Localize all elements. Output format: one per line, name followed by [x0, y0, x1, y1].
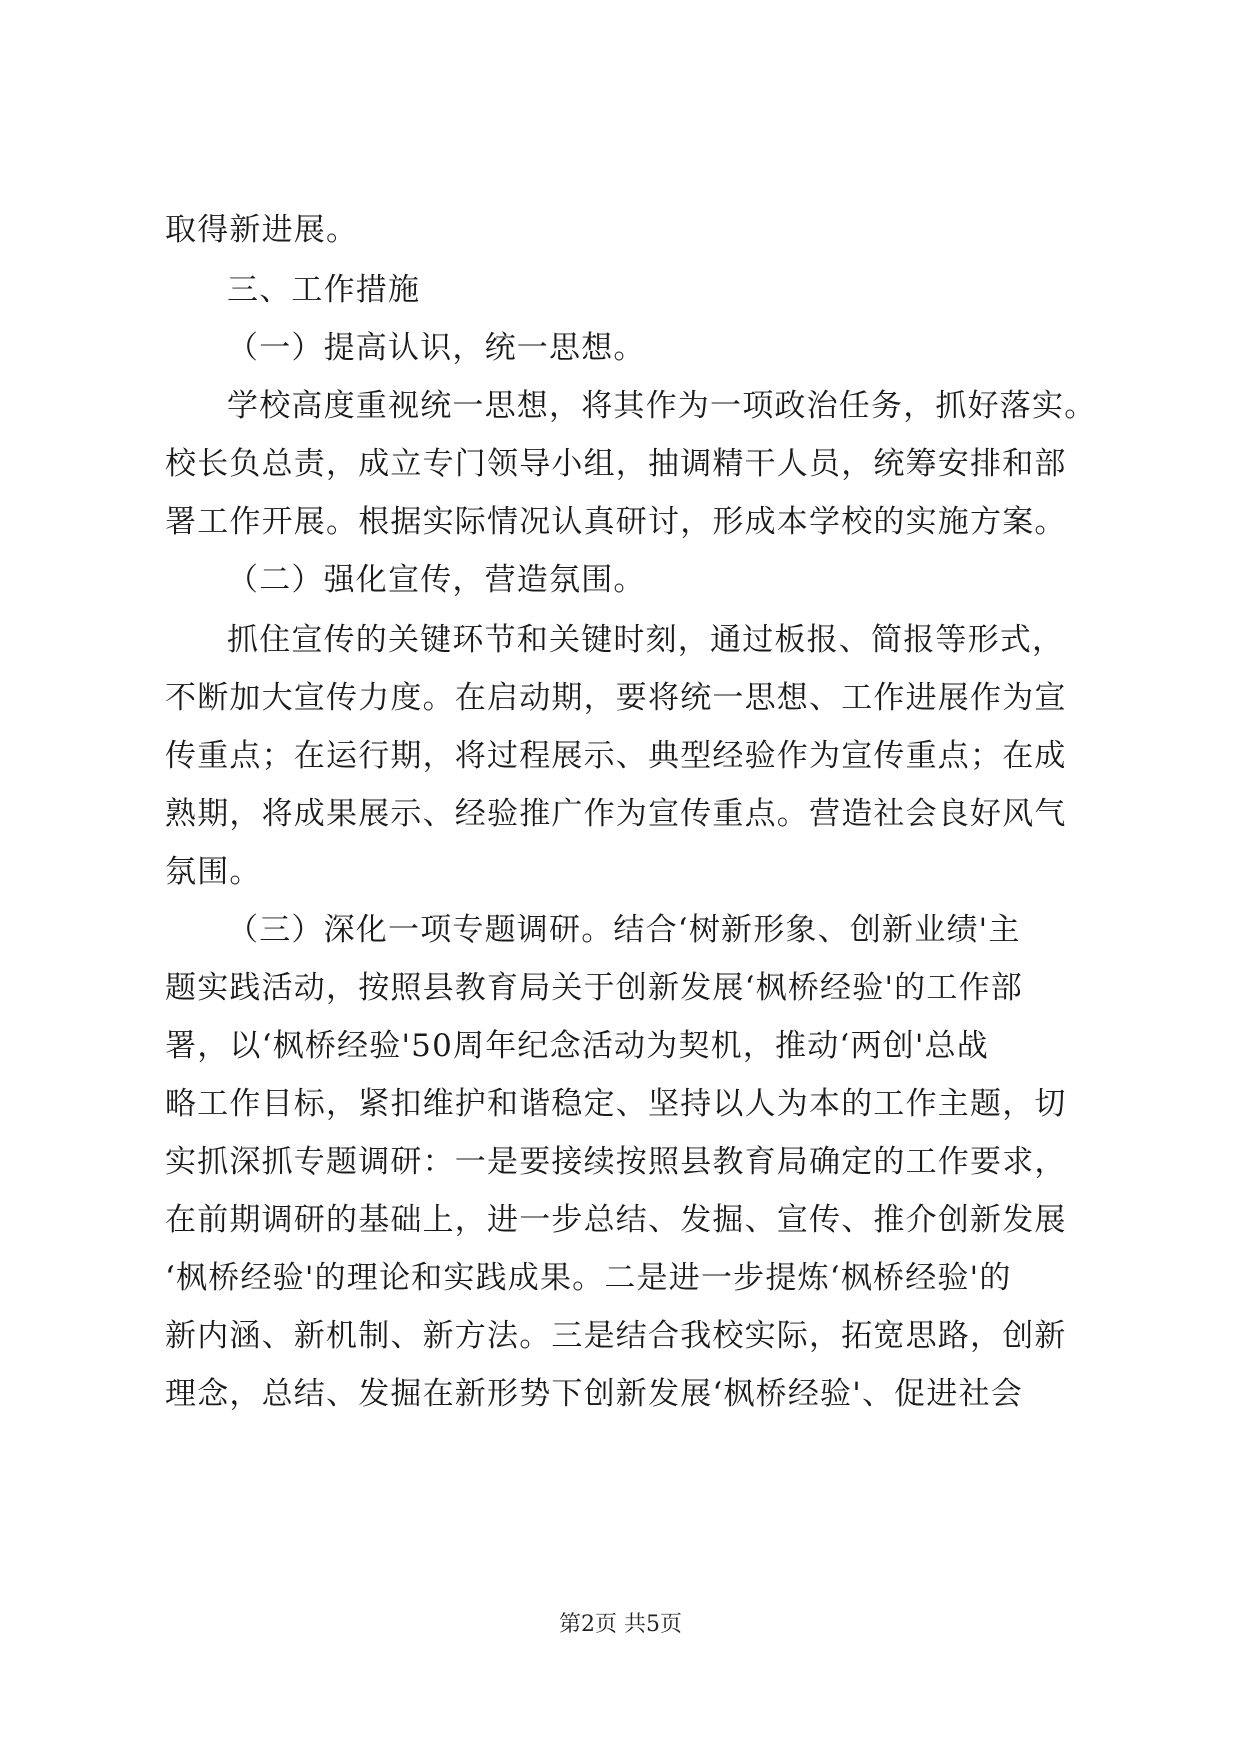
paragraph-2-line-2: 不断加大宣传力度。在启动期，要将统一思想、工作进展作为宣: [165, 680, 1067, 716]
subheading-1: （一）提高认识，统一思想。: [227, 330, 646, 366]
paragraph-3-line-5: 实抓深抓专题调研：一是要接续按照县教育局确定的工作要求，: [165, 1144, 1067, 1180]
paragraph-1-line-3: 署工作开展。根据实际情况认真研讨，形成本学校的实施方案。: [165, 504, 1067, 540]
paragraph-3-line-8: 新内涵、新机制、新方法。三是结合我校实际，拓宽思路，创新: [165, 1318, 1067, 1354]
subheading-2: （二）强化宣传，营造氛围。: [227, 562, 646, 598]
paragraph-3-line-4: 略工作目标，紧扣维护和谐稳定、坚持以人为本的工作主题，切: [165, 1086, 1067, 1122]
paragraph-3-line-2: 题实践活动，按照县教育局关于创新发展‘枫桥经验'的工作部: [165, 970, 1023, 1006]
paragraph-2-line-1: 抓住宣传的关键环节和关键时刻，通过板报、简报等形式，: [227, 622, 1065, 658]
paragraph-3-line-6: 在前期调研的基础上，进一步总结、发掘、宣传、推介创新发展: [165, 1202, 1067, 1238]
paragraph-1-line-1: 学校高度重视统一思想，将其作为一项政治任务，抓好落实。: [227, 388, 1097, 424]
paragraph-1-line-2: 校长负总责，成立专门领导小组，抽调精干人员，统筹安排和部: [165, 446, 1067, 482]
paragraph-2-line-3: 传重点；在运行期，将过程展示、典型经验作为宣传重点；在成: [165, 738, 1067, 774]
paragraph-3-line-3: 署，以‘枫桥经验'50周年纪念活动为契机，推动‘两创'总战: [165, 1028, 989, 1064]
paragraph-2-line-4: 熟期，将成果展示、经验推广作为宣传重点。营造社会良好风气: [165, 796, 1067, 832]
paragraph-2-line-5: 氛围。: [165, 854, 262, 890]
paragraph-3-line-7: ‘枫桥经验'的理论和实践成果。二是进一步提炼‘枫桥经验'的: [165, 1260, 1012, 1296]
page-number-footer: 第2页 共5页: [559, 1612, 682, 1637]
paragraph-3-line-9: 理念，总结、发掘在新形势下创新发展‘枫桥经验'、促进社会: [165, 1376, 1023, 1412]
section-heading-3: 三、工作措施: [227, 272, 421, 308]
paragraph-3-line-1: （三）深化一项专题调研。结合‘树新形象、创新业绩'主: [227, 912, 1021, 948]
text-line-1: 取得新进展。: [165, 212, 359, 248]
